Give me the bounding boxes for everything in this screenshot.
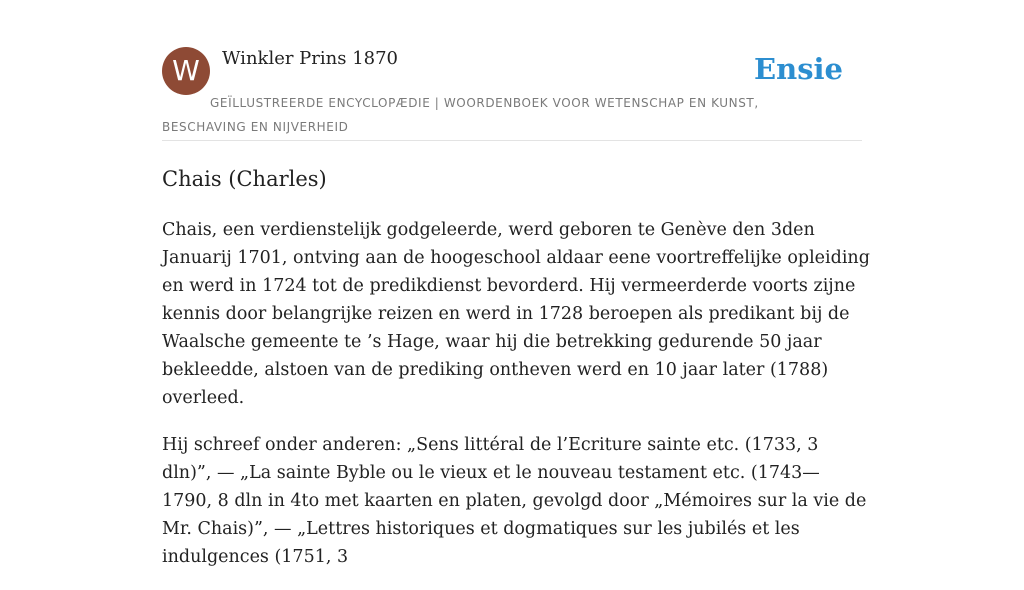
article-paragraph: Chais, een verdienstelijk godgeleerde, werd geboren te Genève den 3den Januarij 1701, ontving aan de hoogeschool aldaar eene voortreffelijke opleiding en werd in 1724 tot de predikdienst bevorderd. Hij vermeerderde voorts zijne kennis door belangrijke reizen en werd in 1728 beroepen als predikant bij de Waalsche gemeente te ’s Hage, waar hij die betrekking gedurende 50 jaar bekleedde, alstoen van de prediking ontheven werd en 10 jaar later (1788) overleed.	[162, 220, 870, 408]
source-subtitle: GEÏLLUSTREERDE ENCYCLOPÆDIE | WOORDENBOEK VOOR WETENSCHAP EN KUNST, BESCHAVING EN NIJVERHEID	[162, 96, 759, 134]
header	[162, 45, 862, 141]
ensie-logo-link[interactable]: Ensie	[754, 52, 843, 86]
source-avatar[interactable]: W	[162, 47, 210, 95]
source-title-link[interactable]: Winkler Prins 1870	[222, 48, 399, 69]
article-paragraph: Hij schreef onder anderen: „Sens littéral de l’Ecriture sainte etc. (1733, 3 dln)”, — „La sainte Byble ou le vieux et le nouveau testament etc. (1743— 1790, 8 dln in 4to met kaarten en platen, gevolgd door „Mémoires sur la vie de Mr. Chais)”, — „Lettres historiques et dogmatiques sur les jubilés et les indulgences (1751, 3	[162, 435, 867, 567]
article-title: Chais (Charles)	[162, 167, 327, 191]
article-body	[162, 216, 872, 590]
